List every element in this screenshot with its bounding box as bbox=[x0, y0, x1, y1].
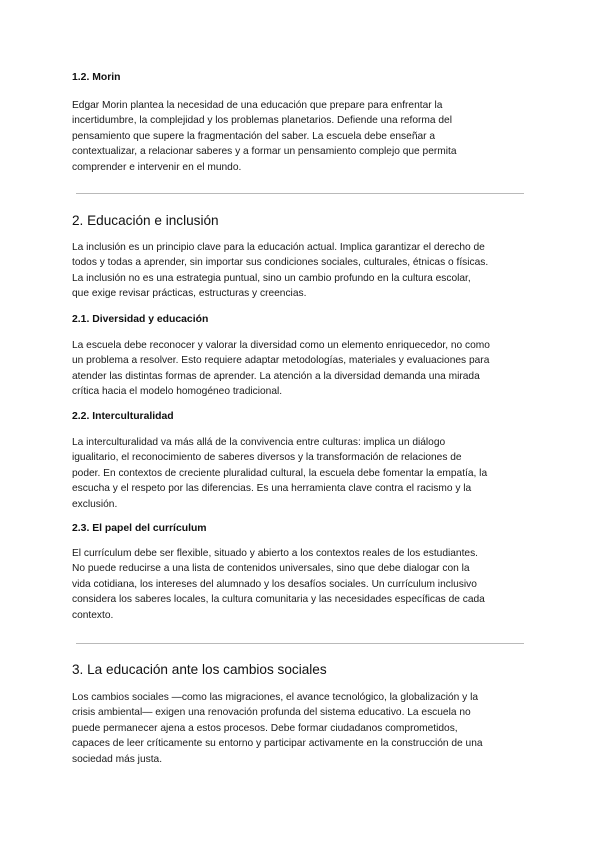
section-heading: 2. Educación e inclusión bbox=[72, 213, 219, 228]
section-inclusion bbox=[72, 212, 527, 230]
text-line: No puede reducirse a una lista de contenidos universales, sino que debe dialogar con la bbox=[72, 563, 470, 575]
text-line: pensamiento que supere la fragmentación del saber. La escuela debe enseñar a bbox=[72, 130, 436, 142]
horizontal-divider bbox=[76, 643, 524, 644]
text-line: sociedad más justa. bbox=[72, 753, 163, 765]
text-line: comprender e intervenir en el mundo. bbox=[72, 161, 242, 173]
text-line: igualitario, el reconocimiento de saberes diversos y la transformación de relaciones de bbox=[72, 452, 462, 464]
text-line: considera los saberes locales, la cultura comunitaria y las necesidades específicas de cada bbox=[72, 594, 485, 606]
paragraph-diversidad bbox=[72, 338, 527, 400]
text-line: poder. En contextos de creciente pluralidad cultural, la escuela debe fomentar la empatía, la bbox=[72, 467, 488, 479]
text-line: La inclusión es un principio clave para la educación actual. Implica garantizar el derecho de bbox=[72, 242, 485, 253]
text-line: La inclusión no es una estrategia puntual, sino un cambio profundo en la cultura escolar, bbox=[72, 272, 471, 284]
paragraph-cambios bbox=[72, 690, 527, 767]
section-heading: 2.2. Interculturalidad bbox=[72, 411, 174, 422]
text-line: atender las distintas formas de aprender. La atención a la diversidad demanda una mirada bbox=[72, 370, 480, 382]
text-line: La interculturalidad va más allá de la convivencia entre culturas: implica un diálogo bbox=[72, 437, 446, 448]
section-curriculum bbox=[72, 522, 527, 536]
section-heading: 2.3. El papel del currículum bbox=[72, 523, 207, 534]
paragraph-curriculum bbox=[72, 546, 527, 623]
text-line: vida cotidiana, los intereses del alumnado y los desafíos sociales. Un currículum inclusivo bbox=[72, 578, 477, 590]
horizontal-divider bbox=[76, 193, 524, 194]
text-line: escucha y el respeto por las diferencias. Es una herramienta clave contra el racismo y la bbox=[72, 483, 472, 495]
text-line: crisis ambiental— exigen una renovación profunda del sistema educativo. La escuela no bbox=[72, 707, 471, 719]
paragraph-interculturalidad bbox=[72, 435, 527, 512]
section-diversidad bbox=[72, 313, 527, 327]
text-line: que exige revisar prácticas, estructuras y creencias. bbox=[72, 288, 307, 300]
text-line: todos y todas a aprender, sin importar sus condiciones sociales, culturales, étnicas o físicas. bbox=[72, 257, 489, 269]
text-line: un problema a resolver. Esto requiere adaptar metodologías, materiales y evaluaciones para bbox=[72, 355, 490, 367]
text-line: capaces de leer críticamente su entorno y participar activamente en la construcción de una bbox=[72, 738, 483, 750]
text-line: crítica hacia el modelo homogéneo tradicional. bbox=[72, 386, 283, 398]
section-morin bbox=[72, 71, 527, 85]
section-heading: 2.1. Diversidad y educación bbox=[72, 314, 209, 325]
section-heading: 1.2. Morin bbox=[72, 72, 121, 83]
section-heading: 3. La educación ante los cambios sociales bbox=[72, 662, 327, 677]
paragraph-morin bbox=[72, 98, 527, 175]
text-line: contextualizar, a relacionar saberes y a formar un pensamiento complejo que permita bbox=[72, 146, 457, 158]
section-cambios bbox=[72, 661, 527, 679]
text-line: contexto. bbox=[72, 609, 114, 621]
paragraph-inclusion bbox=[72, 240, 527, 302]
text-line: exclusión. bbox=[72, 498, 118, 510]
text-line: El currículum debe ser flexible, situado y abierto a los contextos reales de los estudiantes. bbox=[72, 548, 479, 559]
text-line: puede permanecer ajena a estos procesos. Debe formar ciudadanos comprometidos, bbox=[72, 722, 458, 734]
text-line: incertidumbre, la complejidad y los problemas planetarios. Defiende una reforma del bbox=[72, 115, 452, 127]
text-line: Edgar Morin plantea la necesidad de una educación que prepare para enfrentar la bbox=[72, 100, 443, 111]
section-interculturalidad bbox=[72, 410, 527, 424]
text-line: Los cambios sociales —como las migraciones, el avance tecnológico, la globalización y la bbox=[72, 692, 479, 703]
text-line: La escuela debe reconocer y valorar la diversidad como un elemento enriquecedor, no como bbox=[72, 340, 490, 351]
